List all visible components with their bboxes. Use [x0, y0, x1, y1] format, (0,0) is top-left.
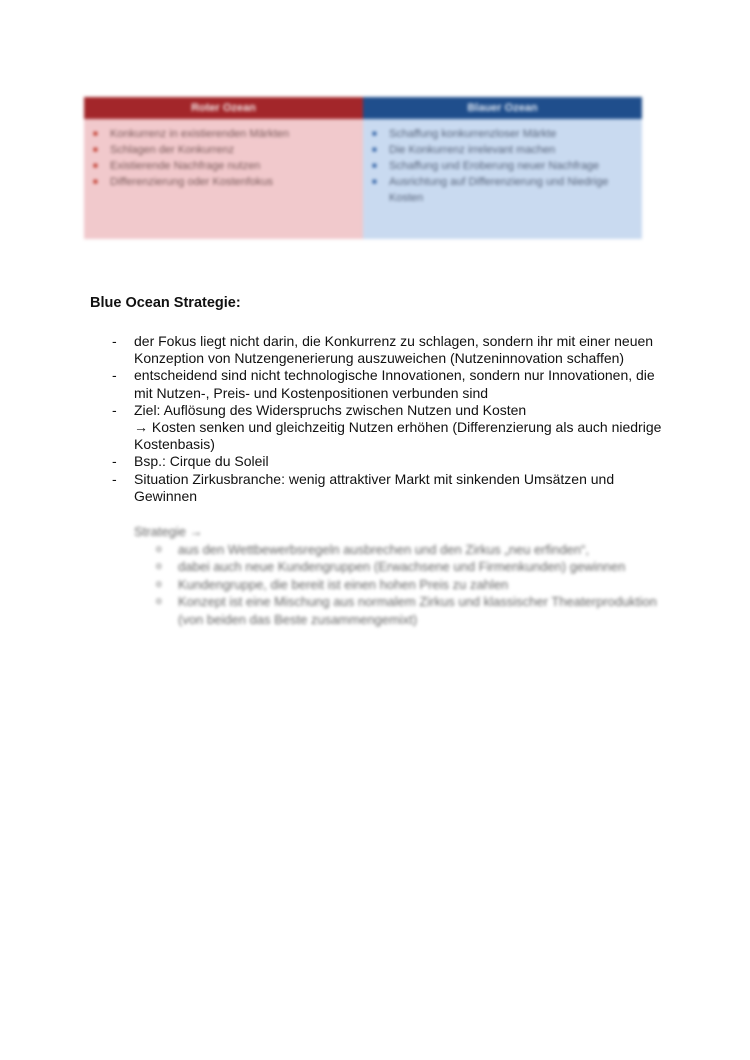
- strategy-list: [134, 541, 674, 629]
- section-title: Blue Ocean Strategie:: [90, 295, 241, 311]
- list-item: [112, 402, 672, 454]
- list-item: [112, 333, 672, 367]
- list-item: o dabei auch neue Kundengruppen (Erwachsene und Firmenkunden) gewinnen: [178, 558, 674, 576]
- list-item: ■ Differenzierung oder Kostenfokus: [110, 174, 355, 190]
- bullet-text: der Fokus liegt nicht darin, die Konkurrenz zu schlagen, sondern ihr mit einer neuen Konzeption von Nutzengenerierung auszuweichen (Nutzeninnovation schaffen): [134, 333, 654, 367]
- list-item: [112, 453, 672, 470]
- blue-ocean-header: Blauer Ozean: [363, 97, 642, 119]
- list-item: ■ Schlagen der Konkurrenz: [110, 142, 355, 158]
- bullet-text: Ziel: Auflösung des Widerspruchs zwischen Nutzen und Kosten: [134, 401, 527, 418]
- list-item: ■ Existierende Nachfrage nutzen: [110, 158, 355, 174]
- list-item: o Kundengruppe, die bereit ist einen hohen Preis zu zahlen: [178, 576, 674, 594]
- strategy-label: Strategie →: [134, 524, 203, 539]
- ziel-continuation: → Kosten senken und gleichzeitig Nutzen erhöhen (Differenzierung als auch niedrige Kostenbasis): [134, 419, 662, 453]
- red-ocean-column: [84, 97, 363, 239]
- list-item: [112, 367, 672, 401]
- list-item: ■ Schaffung konkurrenzloser Märkte: [389, 126, 634, 142]
- bullet-text: Situation Zirkusbranche: wenig attraktiver Markt mit sinkenden Umsätzen und Gewinnen: [134, 470, 615, 504]
- bullet-list: [112, 333, 672, 505]
- bullet-text: Bsp.: Cirque du Soleil: [134, 453, 269, 470]
- list-item: o aus den Wettbewerbsregeln ausbrechen und den Zirkus „neu erfinden“,: [178, 541, 674, 559]
- blue-ocean-column: [363, 97, 642, 239]
- red-ocean-list: [92, 126, 355, 190]
- strategy-block: [134, 523, 674, 628]
- list-item: o Konzept ist eine Mischung aus normalem Zirkus und klassischer Theaterproduktion (von beiden das Beste zusammengemixt): [178, 593, 674, 628]
- list-item: [112, 471, 672, 505]
- red-ocean-body: [84, 119, 363, 239]
- red-ocean-header: Roter Ozean: [84, 97, 363, 119]
- list-item: ■ Ausrichtung auf Differenzierung und Niedrige Kosten: [389, 174, 634, 206]
- list-item: ■ Schaffung und Eroberung neuer Nachfrage: [389, 158, 634, 174]
- comparison-table: [84, 97, 642, 239]
- blue-ocean-body: [363, 119, 642, 239]
- blue-ocean-list: [371, 126, 634, 206]
- list-item: ■ Die Konkurrenz irrelevant machen: [389, 142, 634, 158]
- bullet-text: entscheidend sind nicht technologische Innovationen, sondern nur Innovationen, die mit Nutzen-, Preis- und Kostenpositionen verbunden sind: [134, 367, 655, 401]
- list-item: ■ Konkurrenz in existierenden Märkten: [110, 126, 355, 142]
